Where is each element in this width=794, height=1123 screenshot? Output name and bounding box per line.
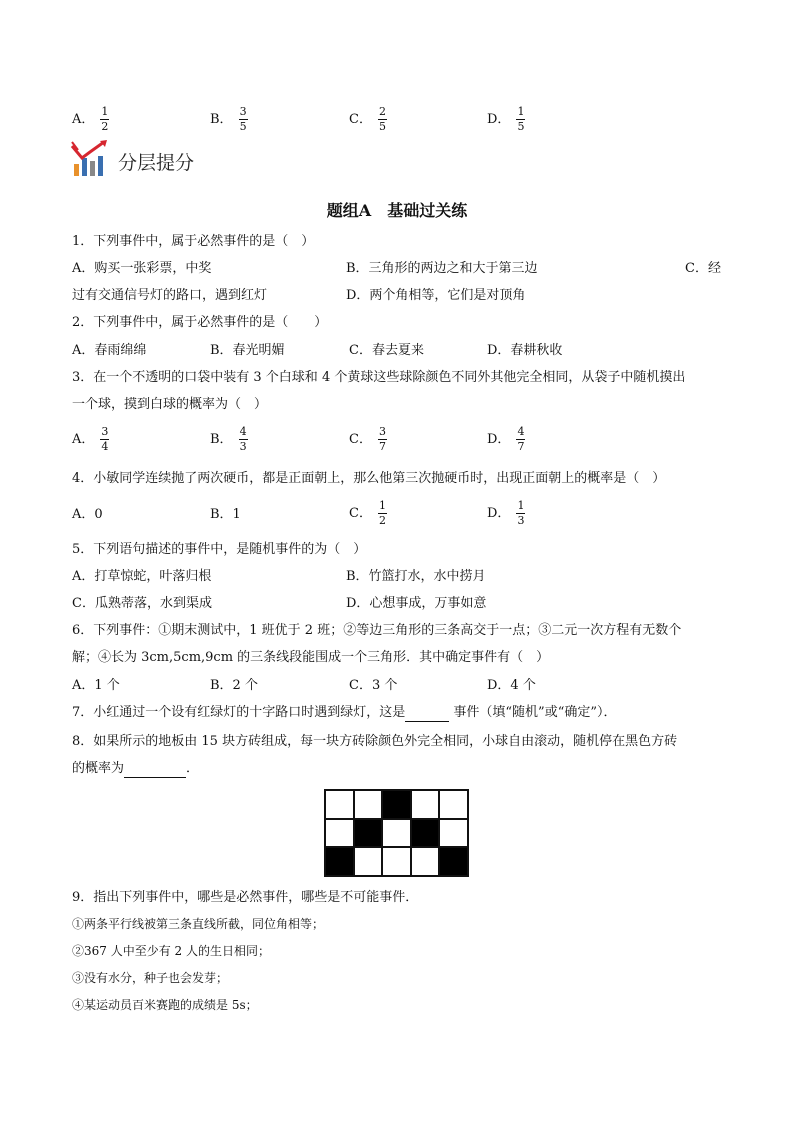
denominator: 3 xyxy=(239,440,247,453)
white-tile xyxy=(354,847,383,876)
fraction xyxy=(239,106,248,133)
q6-option-c: C．3 个 xyxy=(349,678,398,693)
q4-stem: 4．小敏同学连续抛了两次硬币，都是正面朝上，那么他第三次抛硬币时，出现正面朝上的概率是（ ） xyxy=(72,471,666,486)
q9-item-1: ①两条平行线被第三条直线所截，同位角相等； xyxy=(72,917,325,931)
black-tile xyxy=(382,790,411,819)
q7-text-before: 7．小红通过一个设有红绿灯的十字路口时遇到绿灯，这是 xyxy=(72,705,406,720)
q8-stem-1: 8．如果所示的地板由 15 块方砖组成，每一块方砖除颜色外完全相同，小球自由滚动，随机停在黑色方砖 xyxy=(72,734,678,749)
denominator: 5 xyxy=(378,120,386,133)
option-label: B． xyxy=(210,112,233,127)
q4-option-a: A．0 xyxy=(72,507,103,522)
fraction xyxy=(378,500,387,527)
option-c xyxy=(349,106,387,133)
q8-text-after: ． xyxy=(186,761,200,776)
white-tile xyxy=(439,790,468,819)
fraction xyxy=(516,106,525,133)
q5-option-a: A．打草惊蛇，叶落归根 xyxy=(72,569,212,584)
option-label: C． xyxy=(349,112,372,127)
option-label: D． xyxy=(487,112,511,127)
q3-stem-1: 3．在一个不透明的口袋中装有 3 个白球和 4 个黄球这些球除颜色不同外其他完全相同，从袋子中随机摸出 xyxy=(72,370,686,385)
black-tile xyxy=(354,819,383,848)
denominator: 3 xyxy=(517,514,525,527)
black-tile xyxy=(325,847,354,876)
q1-option-b: B．三角形的两边之和大于第三边 xyxy=(346,261,538,276)
option-label: C． xyxy=(349,432,372,447)
q8-stem-2 xyxy=(72,760,199,778)
q3-option-c xyxy=(349,426,387,453)
option-label: D． xyxy=(487,432,511,447)
black-tile xyxy=(439,847,468,876)
q3-stem-2: 一个球，摸到白球的概率为（ ） xyxy=(72,397,268,412)
q2-option-c: C．春去夏来 xyxy=(349,343,424,358)
q6-stem-2: 解；④长为 3cm,5cm,9cm 的三条线段能围成一个三角形．其中确定事件有（ ） xyxy=(72,650,550,665)
q8-text-before: 的概率为 xyxy=(72,761,125,776)
q3-option-b xyxy=(210,426,248,453)
option-label: B． xyxy=(210,432,233,447)
q4-option-c xyxy=(349,500,387,527)
denominator: 4 xyxy=(101,440,109,453)
denominator: 5 xyxy=(517,120,525,133)
numerator: 3 xyxy=(101,425,109,438)
q1-option-a: A．购买一张彩票，中奖 xyxy=(72,261,212,276)
option-a xyxy=(72,106,109,133)
q3-option-a xyxy=(72,426,109,453)
q2-option-a: A．春雨绵绵 xyxy=(72,343,147,358)
option-label: C． xyxy=(349,506,372,521)
fraction xyxy=(100,426,109,453)
numerator: 4 xyxy=(517,425,525,438)
numerator: 1 xyxy=(517,105,525,118)
option-d xyxy=(487,106,525,133)
white-tile xyxy=(411,847,440,876)
numerator: 1 xyxy=(378,499,386,512)
white-tile xyxy=(325,790,354,819)
denominator: 7 xyxy=(517,440,525,453)
fraction xyxy=(378,106,387,133)
denominator: 2 xyxy=(378,514,386,527)
q6-option-d: D．4 个 xyxy=(487,678,536,693)
white-tile xyxy=(439,819,468,848)
q7-text-after: 事件（填“随机”或“确定”）． xyxy=(449,705,617,720)
floor-tile-grid xyxy=(324,789,469,877)
q9-item-2: ②367 人中至少有 2 人的生日相同； xyxy=(72,944,270,958)
white-tile xyxy=(354,790,383,819)
q7-stem xyxy=(72,704,617,722)
white-tile xyxy=(382,819,411,848)
q4-option-b: B．1 xyxy=(210,507,241,522)
section-title: 分层提分 xyxy=(118,152,195,174)
numerator: 4 xyxy=(239,425,247,438)
fraction xyxy=(516,426,525,453)
q4-option-d xyxy=(487,500,525,527)
numerator: 3 xyxy=(378,425,386,438)
q1-option-c-cont: 过有交通信号灯的路口，遇到红灯 xyxy=(72,288,268,303)
q1-option-d: D．两个角相等，它们是对顶角 xyxy=(346,288,526,303)
q5-option-d: D．心想事成，万事如意 xyxy=(346,596,487,611)
option-label: D． xyxy=(487,506,511,521)
q1-option-c-start: C．经 xyxy=(685,261,721,276)
q9-item-3: ③没有水分，种子也会发芽； xyxy=(72,971,229,985)
denominator: 5 xyxy=(239,120,247,133)
denominator: 7 xyxy=(378,440,386,453)
black-tile xyxy=(411,819,440,848)
white-tile xyxy=(325,819,354,848)
numerator: 2 xyxy=(378,105,386,118)
chart-growth-icon xyxy=(70,140,110,178)
group-title: 题组A 基础过关练 xyxy=(326,201,468,220)
q7-answer-blank[interactable] xyxy=(405,707,449,722)
q2-stem: 2．下列事件中，属于必然事件的是（ ） xyxy=(72,315,328,330)
fraction xyxy=(239,426,248,453)
q9-stem: 9．指出下列事件中，哪些是必然事件，哪些是不可能事件． xyxy=(72,890,419,905)
q6-stem-1: 6．下列事件：①期末测试中，1 班优于 2 班；②等边三角形的三条高交于一点；③二元一次方程有无数个 xyxy=(72,623,682,638)
q9-item-4: ④某运动员百米赛跑的成绩是 5s； xyxy=(72,998,258,1012)
white-tile xyxy=(382,847,411,876)
white-tile xyxy=(411,790,440,819)
q5-option-b: B．竹篮打水，水中捞月 xyxy=(346,569,486,584)
q3-option-d xyxy=(487,426,525,453)
numerator: 3 xyxy=(239,105,247,118)
q5-stem: 5．下列语句描述的事件中，是随机事件的为（ ） xyxy=(72,542,367,557)
q6-option-a: A．1 个 xyxy=(72,678,120,693)
fraction xyxy=(100,106,109,133)
option-label: A． xyxy=(72,112,95,127)
option-b xyxy=(210,106,248,133)
q8-answer-blank[interactable] xyxy=(124,763,186,778)
q2-option-b: B．春光明媚 xyxy=(210,343,285,358)
fraction xyxy=(516,500,525,527)
fraction xyxy=(378,426,387,453)
q5-option-c: C．瓜熟蒂落，水到渠成 xyxy=(72,596,212,611)
numerator: 1 xyxy=(101,105,109,118)
option-label: A． xyxy=(72,432,95,447)
q1-stem: 1．下列事件中，属于必然事件的是（ ） xyxy=(72,234,315,249)
denominator: 2 xyxy=(101,120,109,133)
numerator: 1 xyxy=(517,499,525,512)
q6-option-b: B．2 个 xyxy=(210,678,258,693)
q2-option-d: D．春耕秋收 xyxy=(487,343,563,358)
